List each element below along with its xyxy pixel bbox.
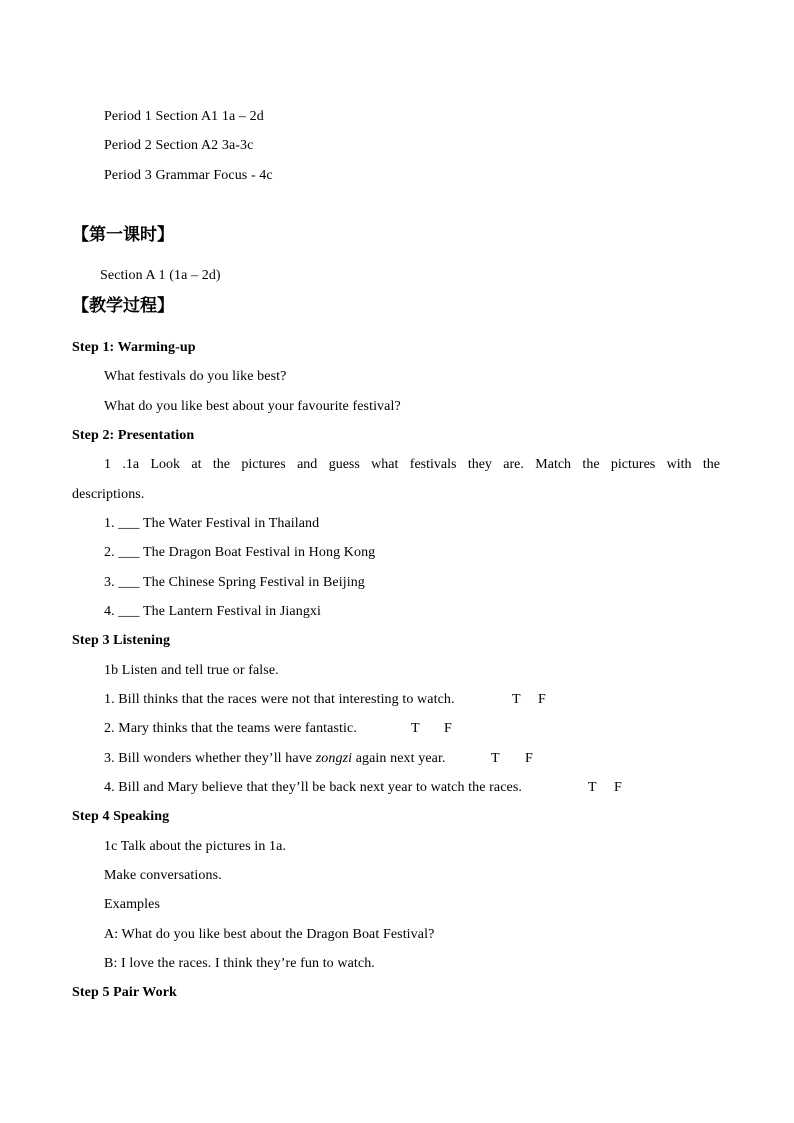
step2-intro-line-1: 1 .1a Look at the pictures and guess what festivals they are. Match the pictures with the — [104, 457, 720, 472]
step3-statement-4-true: T — [588, 780, 597, 795]
period-3: Period 3 Grammar Focus - 4c — [104, 168, 273, 183]
statement-text-italic: zongzi — [315, 751, 353, 766]
statement-text-post: again next year. — [352, 751, 446, 766]
step1-line-1: What festivals do you like best? — [104, 369, 287, 384]
period-2: Period 2 Section A2 3a-3c — [104, 138, 254, 153]
step2-item-2: 2. ___ The Dragon Boat Festival in Hong Kong — [104, 545, 376, 560]
step3-statement-1-true: T — [512, 692, 521, 707]
step4-line-3: Examples — [104, 897, 161, 912]
statement-text: 2. Mary thinks that the teams were fantastic. — [104, 721, 357, 736]
step4-line-5: B: I love the races. I think they’re fun to watch. — [104, 956, 375, 971]
step4-title: Step 4 Speaking — [72, 809, 170, 824]
lesson-section: Section A 1 (1a – 2d) — [100, 268, 221, 283]
step4-line-1: 1c Talk about the pictures in 1a. — [104, 839, 287, 854]
step3-statement-4 — [104, 779, 522, 797]
step3-statement-1 — [104, 691, 455, 709]
step1-title: Step 1: Warming-up — [72, 340, 196, 355]
statement-text-pre: 3. Bill wonders whether they’ll have — [104, 751, 316, 766]
step3-statement-3 — [104, 750, 446, 768]
step3-instruction: 1b Listen and tell true or false. — [104, 663, 279, 678]
step2-item-1: 1. ___ The Water Festival in Thailand — [104, 516, 320, 531]
step1-line-2: What do you like best about your favourite festival? — [104, 399, 401, 414]
step5-title: Step 5 Pair Work — [72, 985, 177, 1000]
statement-text: 4. Bill and Mary believe that they’ll be back next year to watch the races. — [104, 780, 523, 795]
step2-item-3: 3. ___ The Chinese Spring Festival in Beijing — [104, 575, 365, 590]
step3-statement-2-false: F — [444, 721, 452, 736]
step3-statement-2 — [104, 720, 357, 738]
step3-statement-1-false: F — [538, 692, 546, 707]
step3-statement-3-false: F — [525, 751, 533, 766]
step2-intro-line-2: descriptions. — [72, 487, 145, 502]
process-heading: 【教学过程】 — [72, 296, 174, 316]
step4-line-4: A: What do you like best about the Dragon Boat Festival? — [104, 927, 435, 942]
step2-title: Step 2: Presentation — [72, 428, 195, 443]
statement-text: 1. Bill thinks that the races were not that interesting to watch. — [104, 692, 455, 707]
step4-line-2: Make conversations. — [104, 868, 222, 883]
period-1: Period 1 Section A1 1a – 2d — [104, 109, 264, 124]
step3-statement-4-false: F — [614, 780, 622, 795]
lesson-heading: 【第一课时】 — [72, 225, 174, 245]
step2-item-4: 4. ___ The Lantern Festival in Jiangxi — [104, 604, 322, 619]
step3-statement-2-true: T — [411, 721, 420, 736]
step3-statement-3-true: T — [491, 751, 500, 766]
step3-title: Step 3 Listening — [72, 633, 171, 648]
